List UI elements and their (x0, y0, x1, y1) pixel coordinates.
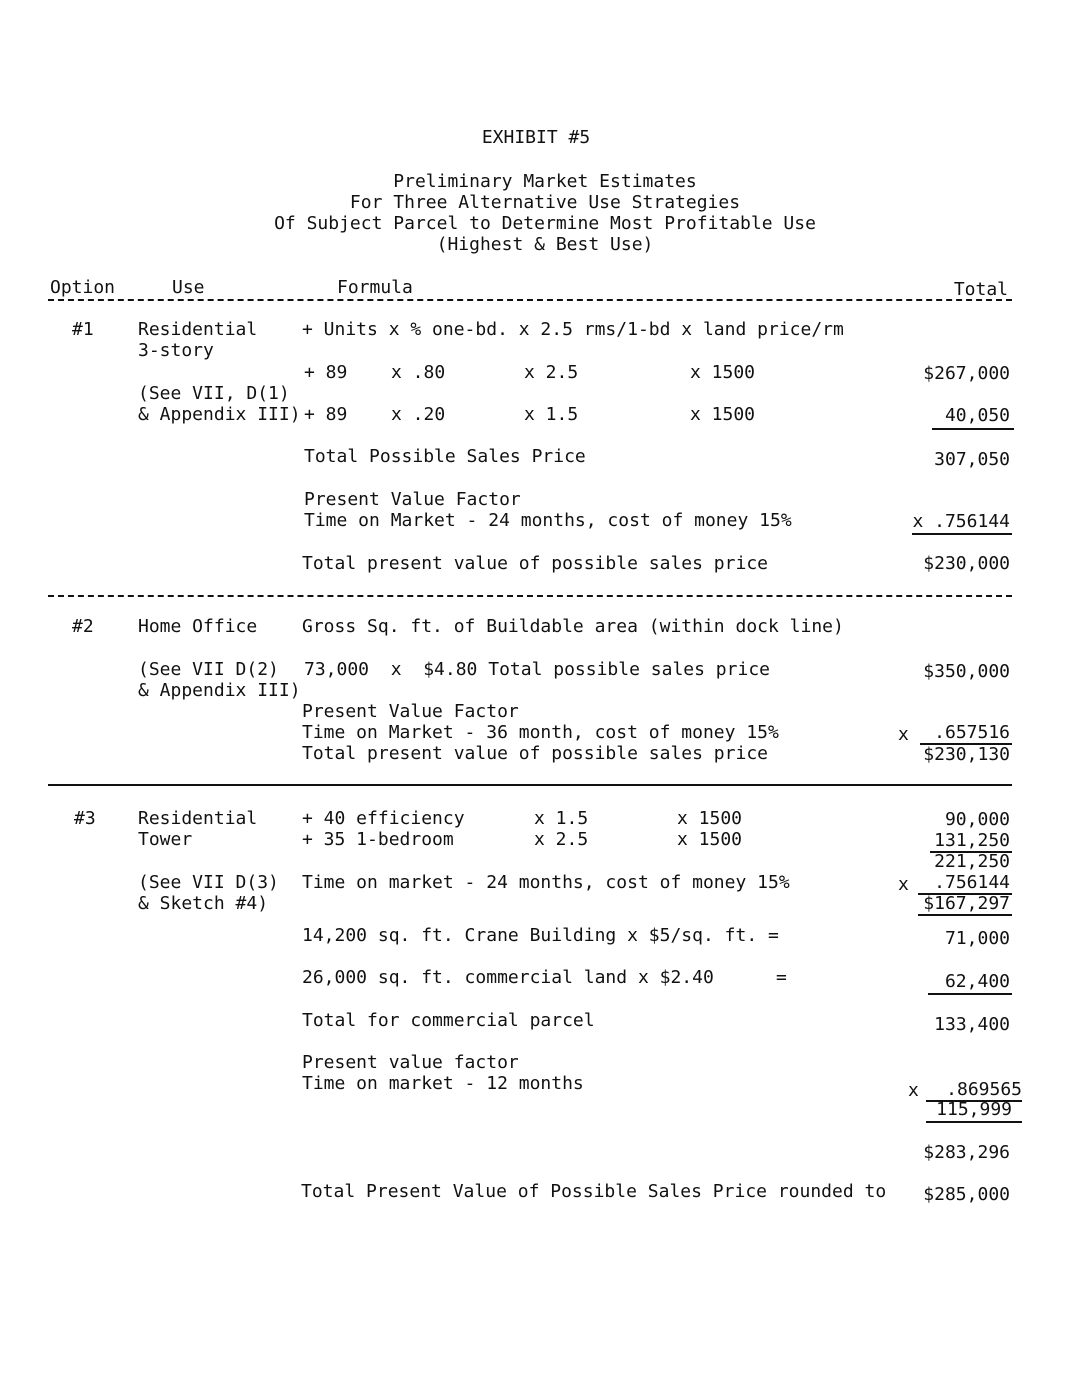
option1-row1-total: $267,000 (923, 363, 1010, 384)
option3-crane-label: 14,200 sq. ft. Crane Building x $5/sq. ft. = (302, 925, 779, 946)
option1-row1-price: x 1500 (690, 362, 756, 383)
option2-ref-line1: (See VII D(2) (138, 659, 279, 680)
option3-total-commercial-value: 133,400 (934, 1014, 1010, 1035)
option3-residential-pv: $167,297 (923, 893, 1010, 914)
option3-use-line1: Residential (138, 808, 258, 829)
option3-row1-price: x 1500 (677, 808, 743, 829)
title-line-2: For Three Alternative Use Strategies (349, 192, 741, 213)
option3-row1-total: 90,000 (944, 809, 1010, 830)
option1-ref-line2: & Appendix III) (138, 404, 301, 425)
option3-pv-x: x (898, 874, 909, 895)
option1-formula-header: + Units x % one-bd. x 2.5 rms/1-bd x land price/rm (302, 319, 844, 340)
option2-formula-line2: 73,000 x $4.80 Total possible sales price (304, 659, 770, 680)
option1-time-label: Time on Market - 24 months, cost of money 15% (304, 510, 792, 531)
option2-number: #2 (72, 616, 94, 637)
option1-use-line2: 3-story (138, 340, 214, 361)
option3-total-commercial-label: Total for commercial parcel (302, 1010, 595, 1031)
option3-pv-label2: Present value factor (302, 1052, 519, 1073)
option3-row2-price: x 1500 (677, 829, 743, 850)
option1-row2-units: + 89 (304, 404, 348, 425)
section1-divider (48, 595, 1012, 597)
option3-number: #3 (74, 808, 96, 829)
option1-row2-price: x 1500 (690, 404, 756, 425)
option3-row2-item: + 35 1-bedroom (302, 829, 454, 850)
title-line-3: Of Subject Parcel to Determine Most Profitable Use (274, 213, 816, 234)
option3-time-label: Time on market - 24 months, cost of money 15% (302, 872, 790, 893)
option1-total-pv-label: Total present value of possible sales price (302, 553, 768, 574)
option3-ref-line1: (See VII D(3) (138, 872, 279, 893)
option3-crane-value: 71,000 (944, 928, 1010, 949)
option3-ref-line2: & Sketch #4) (138, 893, 269, 914)
option1-pv-factor: x .756144 (912, 511, 1010, 532)
option1-total-possible-value: 307,050 (934, 449, 1010, 470)
option3-time-label2: Time on market - 12 months (302, 1073, 584, 1094)
option1-row2-total: 40,050 (944, 405, 1010, 426)
option3-row1-item: + 40 efficiency (302, 808, 465, 829)
option3-commercial-pv-rule (926, 1121, 1022, 1123)
option2-pv-label: Present Value Factor (302, 701, 519, 722)
option2-time-label: Time on Market - 36 month, cost of money 15% (302, 722, 779, 743)
option1-row2-pct: x .20 (391, 404, 446, 425)
option3-commercial-label: 26,000 sq. ft. commercial land x $2.40 (302, 967, 714, 988)
option3-row1-rms: x 1.5 (534, 808, 589, 829)
option3-pv-factor2: .869565 (946, 1079, 1022, 1100)
option1-ref-line1: (See VII, D(1) (138, 383, 290, 404)
option2-pv-factor: .657516 (934, 722, 1010, 743)
col-option-header: Option (50, 277, 116, 298)
option2-total-pv-label: Total present value of possible sales price (302, 743, 768, 764)
option3-grand-total: $283,296 (923, 1142, 1010, 1163)
option3-pv-x2: x (908, 1080, 919, 1101)
option2-pv-x: x (898, 724, 909, 745)
col-use-header: Use (172, 277, 205, 298)
option3-commercial-value: 62,400 (944, 971, 1010, 992)
col-formula-header: Formula (337, 277, 413, 298)
option3-row2-total: 131,250 (934, 830, 1010, 851)
option1-pv-label: Present Value Factor (304, 489, 521, 510)
option3-residential-pv-rule (918, 914, 1012, 916)
option1-total-possible-label: Total Possible Sales Price (304, 446, 586, 467)
option1-factor-rule (912, 533, 1012, 535)
option3-commercial-eq: = (776, 967, 787, 988)
title-line-1: Preliminary Market Estimates (393, 171, 697, 192)
option3-row2-rms: x 2.5 (534, 829, 589, 850)
option1-row1-rms: x 2.5 (524, 362, 579, 383)
option3-commercial-pv: 115,999 (936, 1099, 1012, 1120)
option2-use: Home Office (138, 616, 258, 637)
option2-ref-line2: & Appendix III) (138, 680, 301, 701)
section2-divider (48, 784, 1012, 786)
option1-number: #1 (72, 319, 94, 340)
option2-total-pv-value: $230,130 (923, 744, 1010, 765)
option2-sales-value: $350,000 (923, 661, 1010, 682)
option1-row2-rms: x 1.5 (524, 404, 579, 425)
option1-total-pv-value: $230,000 (923, 553, 1010, 574)
option3-pv-factor: .756144 (934, 872, 1010, 893)
title-line-4: (Highest & Best Use) (436, 234, 654, 255)
option2-formula-line1: Gross Sq. ft. of Buildable area (within dock line) (302, 616, 844, 637)
exhibit-title: EXHIBIT #5 (481, 127, 591, 148)
option3-rounded-value: $285,000 (923, 1184, 1010, 1205)
option1-row1-pct: x .80 (391, 362, 446, 383)
option3-subtotal: 221,250 (934, 851, 1010, 872)
option3-commercial-rule (928, 993, 1012, 995)
option3-rounded-label: Total Present Value of Possible Sales Price rounded to (301, 1181, 887, 1202)
header-divider (48, 299, 1012, 301)
option1-sum-rule (932, 428, 1014, 430)
option1-row1-units: + 89 (304, 362, 348, 383)
option3-use-line2: Tower (138, 829, 193, 850)
col-total-header: Total (953, 279, 1008, 300)
option1-use-line1: Residential (138, 319, 258, 340)
